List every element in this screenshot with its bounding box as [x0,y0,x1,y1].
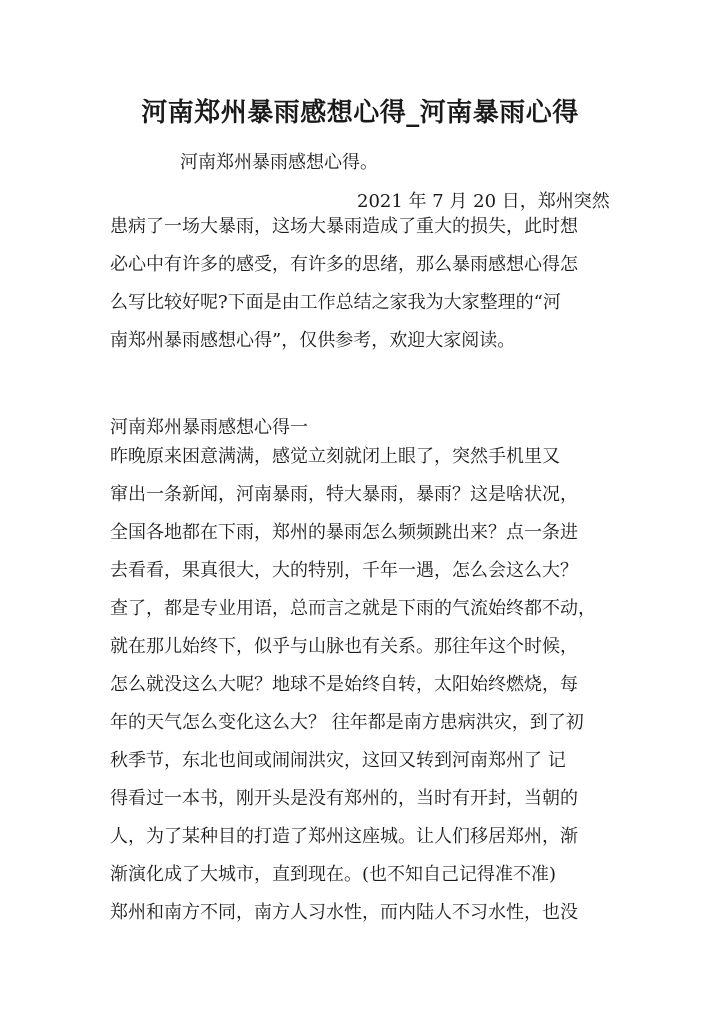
body-line: 秋季节，东北也间或闹闹洪灾，这回又转到河南郑州了 记 [110,750,566,771]
intro-line: 么写比较好呢?下面是由工作总结之家我为大家整理的“河 [110,292,561,313]
body-line: 得看过一本书，刚开头是没有郑州的，当时有开封，当朝的 [110,788,578,809]
intro-line: 南郑州暴雨感想心得”，仅供参考，欢迎大家阅读。 [110,330,516,351]
intro-line: 必心中有许多的感受，有许多的思绪，那么暴雨感想心得怎 [110,254,578,275]
intro-paragraph [110,208,610,360]
body-line: 窜出一条新闻，河南暴雨，特大暴雨，暴雨？这是啥状况， [110,484,578,505]
body-line: 就在那儿始终下，似乎与山脉也有关系。那往年这个时候， [110,636,578,657]
body-line: 人，为了某种目的打造了郑州这座城。让人们移居郑州，渐 [110,826,578,847]
document-subtitle: 河南郑州暴雨感想心得。 [180,152,378,173]
body-paragraph [110,438,610,932]
section-heading: 河南郑州暴雨感想心得一 [110,417,308,438]
body-line: 查了，都是专业用语，总而言之就是下雨的气流始终都不动， [110,598,596,619]
dateline-text: 2021 年 7 月 20 日，郑州突然 [357,191,610,212]
body-line: 全国各地都在下雨，郑州的暴雨怎么频频跳出来？点一条进 [110,522,578,543]
intro-line: 患病了一场大暴雨，这场大暴雨造成了重大的损失，此时想 [110,216,578,237]
body-line: 郑州和南方不同，南方人习水性，而内陆人不习水性，也没 [110,902,578,923]
body-line: 怎么就没这么大呢？地球不是始终自转，太阳始终燃烧，每 [110,674,578,695]
body-line: 去看看，果真很大，大的特别，千年一遇，怎么会这么大？ [110,560,578,581]
document-title: 河南郑州暴雨感想心得_河南暴雨心得 [141,98,579,128]
body-line: 年的天气怎么变化这么大？ 往年都是南方患病洪灾，到了初 [110,712,584,733]
body-line: 渐演化成了大城市，直到现在。(也不知自己记得准不准) [110,864,557,885]
body-line: 昨晚原来困意满满，感觉立刻就闭上眼了，突然手机里又 [110,446,560,467]
